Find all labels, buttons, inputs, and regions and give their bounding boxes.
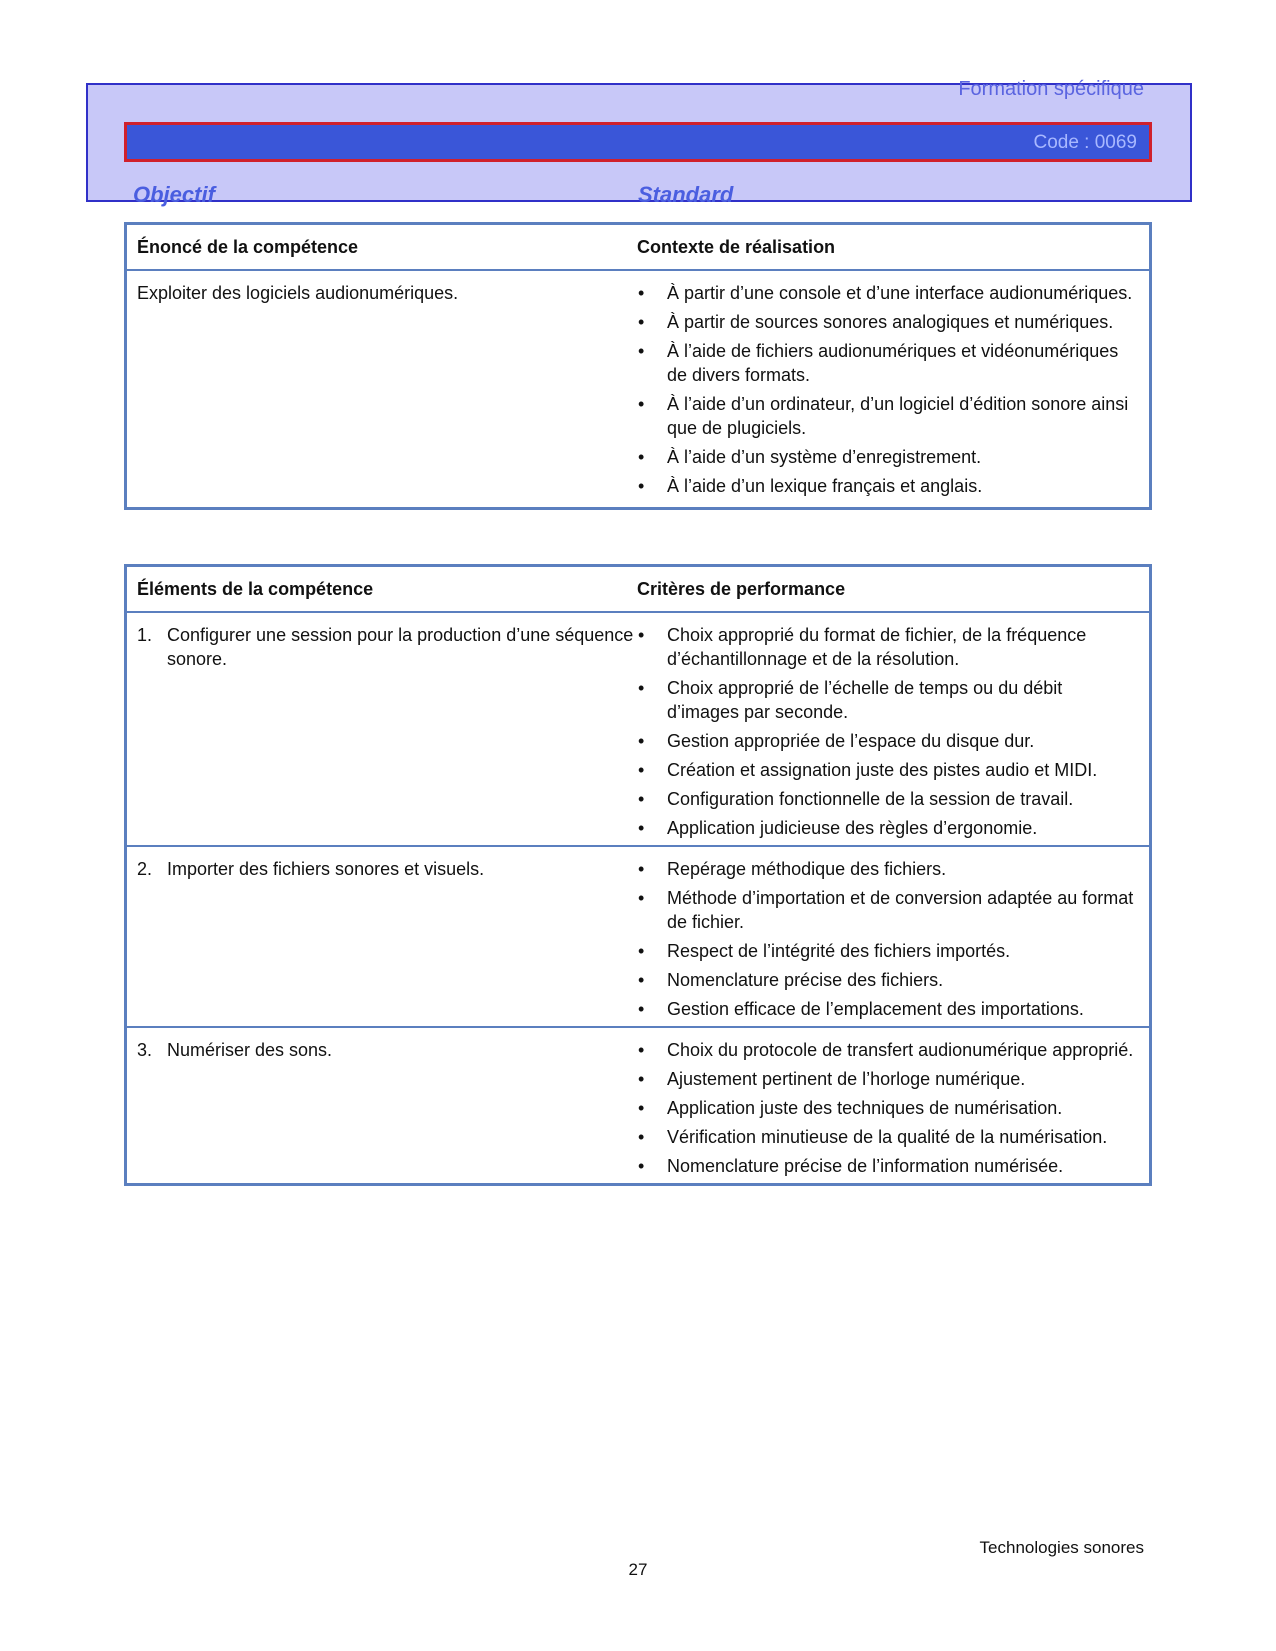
- element-1: [137, 623, 637, 671]
- table-header-row: [127, 225, 1149, 269]
- competency-elements-table: [124, 564, 1152, 1186]
- statement-header: Énoncé de la compétence: [137, 236, 359, 257]
- list-item: • À l’aide d’un ordinateur, d’un logiciel d’édition sonore ainsi que de plugiciels.: [637, 392, 1139, 440]
- table-row: [127, 1026, 1149, 1183]
- list-item: • Configuration fonctionnelle de la session de travail.: [637, 787, 1139, 811]
- elements-header: Éléments de la compétence: [137, 578, 374, 599]
- element-number: 3.: [137, 1040, 153, 1060]
- list-item: • Application judicieuse des règles d’ergonomie.: [637, 816, 1139, 840]
- list-item: • Création et assignation juste des pistes audio et MIDI.: [637, 758, 1139, 782]
- competency-statement: Exploiter des logiciels audionumériques.: [137, 283, 459, 303]
- context-header: Contexte de réalisation: [637, 236, 836, 257]
- list-item: • À partir d’une console et d’une interface audionumériques.: [637, 281, 1139, 305]
- list-item: • Nomenclature précise des fichiers.: [637, 968, 1139, 992]
- list-item: • Application juste des techniques de numérisation.: [637, 1096, 1139, 1120]
- competency-statement-table: [124, 222, 1152, 510]
- list-item: • Gestion appropriée de l’espace du disque dur.: [637, 729, 1139, 753]
- element-text: Numériser des sons.: [167, 1040, 333, 1060]
- list-item: • À l’aide de fichiers audionumériques et vidéonumériques de divers formats.: [637, 339, 1139, 387]
- page-number: 27: [628, 1560, 648, 1579]
- list-item: • Repérage méthodique des fichiers.: [637, 857, 1139, 881]
- table-header-row: [127, 567, 1149, 611]
- objectif-heading: Objectif: [133, 182, 215, 207]
- element-3: [137, 1038, 637, 1062]
- formation-label: Formation spécifique: [958, 78, 1144, 100]
- list-item: • Gestion efficace de l’emplacement des importations.: [637, 997, 1139, 1021]
- list-item: • Respect de l’intégrité des fichiers importés.: [637, 939, 1139, 963]
- list-item: • À partir de sources sonores analogiques et numériques.: [637, 310, 1139, 334]
- criteria-list: [637, 1038, 1139, 1178]
- list-item: • À l’aide d’un lexique français et anglais.: [637, 474, 1139, 498]
- table-row: [127, 845, 1149, 1026]
- element-text: Configurer une session pour la production d’une séquence sonore.: [167, 625, 634, 669]
- table-row: [127, 269, 1149, 507]
- list-item: • Vérification minutieuse de la qualité de la numérisation.: [637, 1125, 1139, 1149]
- footer-program-title: Technologies sonores: [979, 1538, 1144, 1557]
- standard-heading: Standard: [638, 182, 734, 207]
- list-item: • Ajustement pertinent de l’horloge numérique.: [637, 1067, 1139, 1091]
- table-row: [127, 611, 1149, 845]
- criteria-header: Critères de performance: [637, 578, 846, 599]
- element-text: Importer des fichiers sonores et visuels.: [167, 859, 485, 879]
- list-item: • Choix du protocole de transfert audionumérique approprié.: [637, 1038, 1139, 1062]
- element-number: 1.: [137, 625, 153, 645]
- list-item: • Méthode d’importation et de conversion adaptée au format de fichier.: [637, 886, 1139, 934]
- code-bar: [124, 122, 1152, 162]
- list-item: • Nomenclature précise de l’information numérisée.: [637, 1154, 1139, 1178]
- criteria-list: [637, 857, 1139, 1021]
- element-number: 2.: [137, 859, 153, 879]
- list-item: • Choix approprié de l’échelle de temps ou du débit d’images par seconde.: [637, 676, 1139, 724]
- competency-code: Code : 0069: [1033, 132, 1137, 153]
- context-list: [637, 281, 1139, 498]
- list-item: • Choix approprié du format de fichier, de la fréquence d’échantillonnage et de la résolution.: [637, 623, 1139, 671]
- element-2: [137, 857, 637, 881]
- list-item: • À l’aide d’un système d’enregistrement.: [637, 445, 1139, 469]
- criteria-list: [637, 623, 1139, 840]
